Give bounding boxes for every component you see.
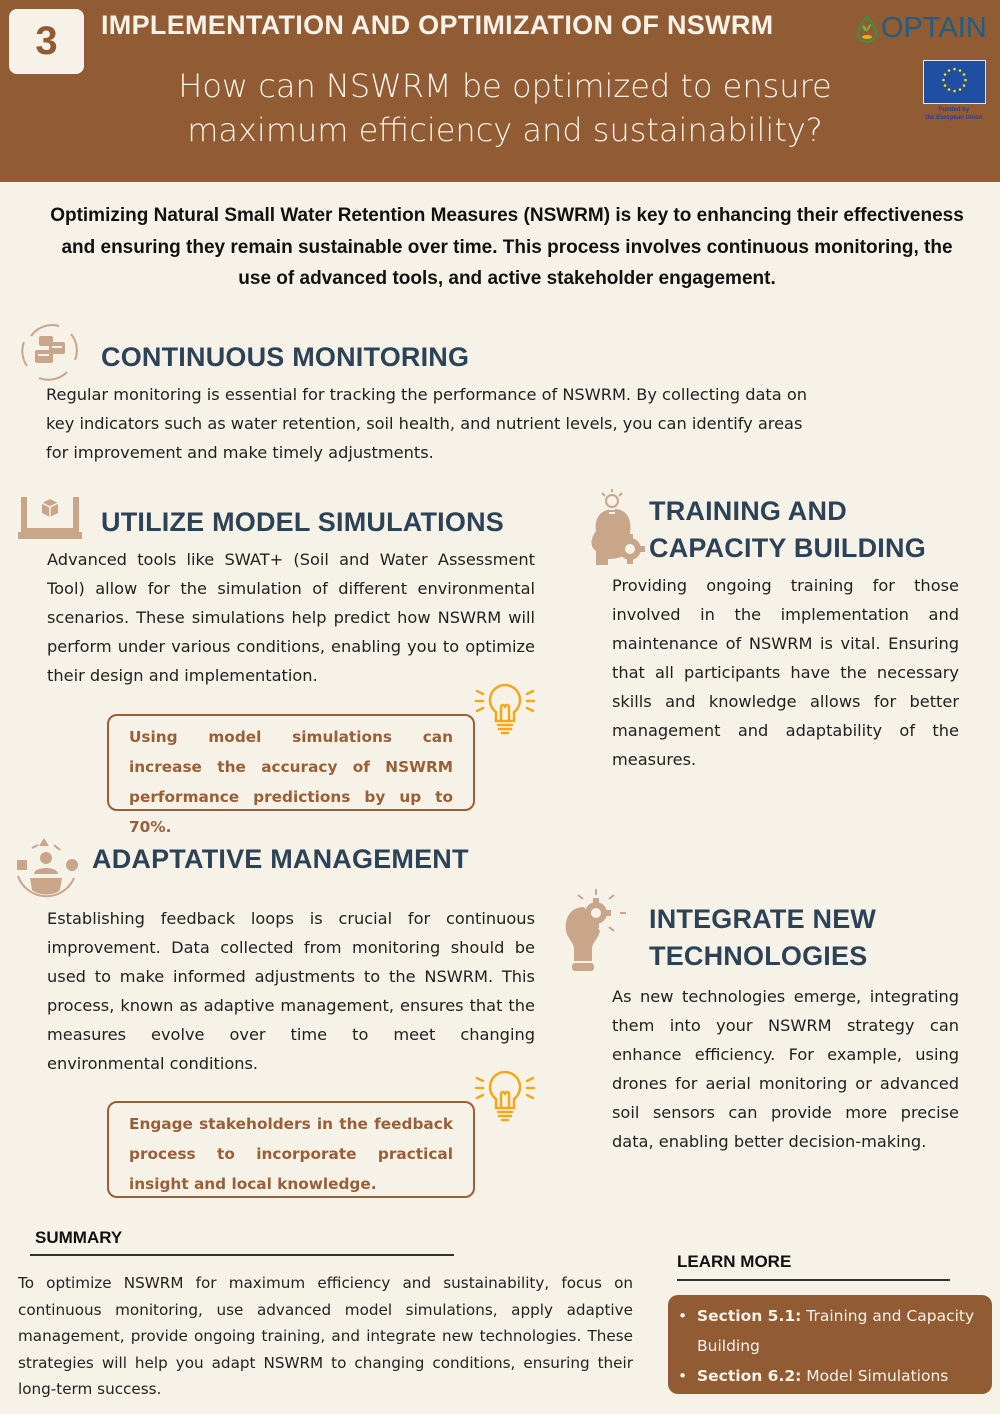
callout-adaptive: Engage stakeholders in the feedback process to incorporate practical insight and local knowledge.: [107, 1101, 475, 1198]
lightbulb-icon: [474, 1068, 536, 1132]
summary-title: SUMMARY: [35, 1228, 123, 1247]
eu-flag-icon: [923, 60, 986, 104]
person-gear-cycle-icon: [14, 836, 78, 906]
summary-text: To optimize NSWRM for maximum efficiency and sustainability, focus on continuous monitoring, use advanced model simulations, apply adaptive management, provide ongoing training, and integrate new technologies. These strategies will help you adapt NSWRM to changing conditions, ensuring their long-term success.: [18, 1274, 633, 1399]
lightbulb-icon: [474, 681, 536, 745]
section-title-simulations: UTILIZE MODEL SIMULATIONS: [101, 507, 504, 537]
bullet-icon: •: [678, 1307, 688, 1325]
section-text-adaptive: Establishing feedback loops is crucial for continuous improvement. Data collected from monitoring should be used to make informed adjustments to the NSWRM. This process, known as adaptive management, ensures that the measures evolve over time to meet changing environmental conditions.: [47, 909, 535, 1073]
section-text-monitoring: Regular monitoring is essential for tracking the performance of NSWRM. By collecting data on key indicators such as water retention, soil health, and nutrient levels, you can identify areas for improvement and make timely adjustments.: [46, 385, 808, 462]
learn-more-item[interactable]: • Section 6.2: Model Simulations: [678, 1361, 982, 1391]
bulb-gear-icon: [562, 887, 630, 973]
optain-logo-text: OPTAIN: [881, 12, 987, 44]
section-number-badge: 3: [9, 9, 84, 74]
section-text-simulations: Advanced tools like SWAT+ (Soil and Water Assessment Tool) allow for the simulation of different environmental scenarios. These simulations help predict how NSWRM will perform under various conditions, enabling you to optimize their design and implementation.: [47, 550, 535, 685]
section-title-training: TRAINING AND CAPACITY BUILDING: [649, 496, 926, 563]
summary-divider: [30, 1254, 454, 1256]
optain-logo: [856, 12, 987, 45]
bullet-icon: •: [678, 1367, 688, 1385]
head-gear-bulb-icon: [588, 489, 650, 569]
water-drop-plant-icon: [856, 15, 878, 43]
laptop-cube-icon: [18, 493, 82, 541]
header-banner: [0, 0, 1000, 182]
intro-paragraph: Optimizing Natural Small Water Retention Measures (NSWRM) is key to enhancing their effectiveness and ensuring they remain sustainable over time. This process involves continuous monitoring, the use of advanced tools, and active stakeholder engagement.: [50, 205, 964, 289]
section-text-training: Providing ongoing training for those involved in the implementation and maintenance of NSWRM is vital. Ensuring that all participants have the necessary skills and knowledge allows for better management and adaptability of the measures.: [612, 576, 959, 769]
section-title-adaptive: ADAPTATIVE MANAGEMENT: [92, 844, 469, 874]
learn-more-box: [668, 1295, 992, 1394]
eu-funding-caption: Funded by the European Union: [925, 107, 983, 121]
callout-simulations: Using model simulations can increase the accuracy of NSWRM performance predictions by up to 70%.: [107, 714, 475, 811]
section-text-technologies: As new technologies emerge, integrating them into your NSWRM strategy can enhance efficiency. For example, using drones for aerial monitoring or advanced soil sensors can provide more precise data, enabling better decision-making.: [612, 987, 959, 1151]
page-title: IMPLEMENTATION AND OPTIMIZATION OF NSWRM: [101, 10, 774, 40]
learn-more-title: LEARN MORE: [677, 1252, 792, 1271]
learn-more-item[interactable]: • Section 5.1: Training and Capacity Building: [678, 1301, 982, 1361]
page-subtitle: How can NSWRM be optimized to ensure maximum efficiency and sustainability?: [178, 67, 832, 149]
learn-more-divider: [677, 1279, 950, 1281]
chat-cycle-icon: [19, 320, 81, 382]
section-title-technologies: INTEGRATE NEW TECHNOLOGIES: [649, 904, 877, 971]
section-title-monitoring: CONTINUOUS MONITORING: [101, 342, 470, 372]
